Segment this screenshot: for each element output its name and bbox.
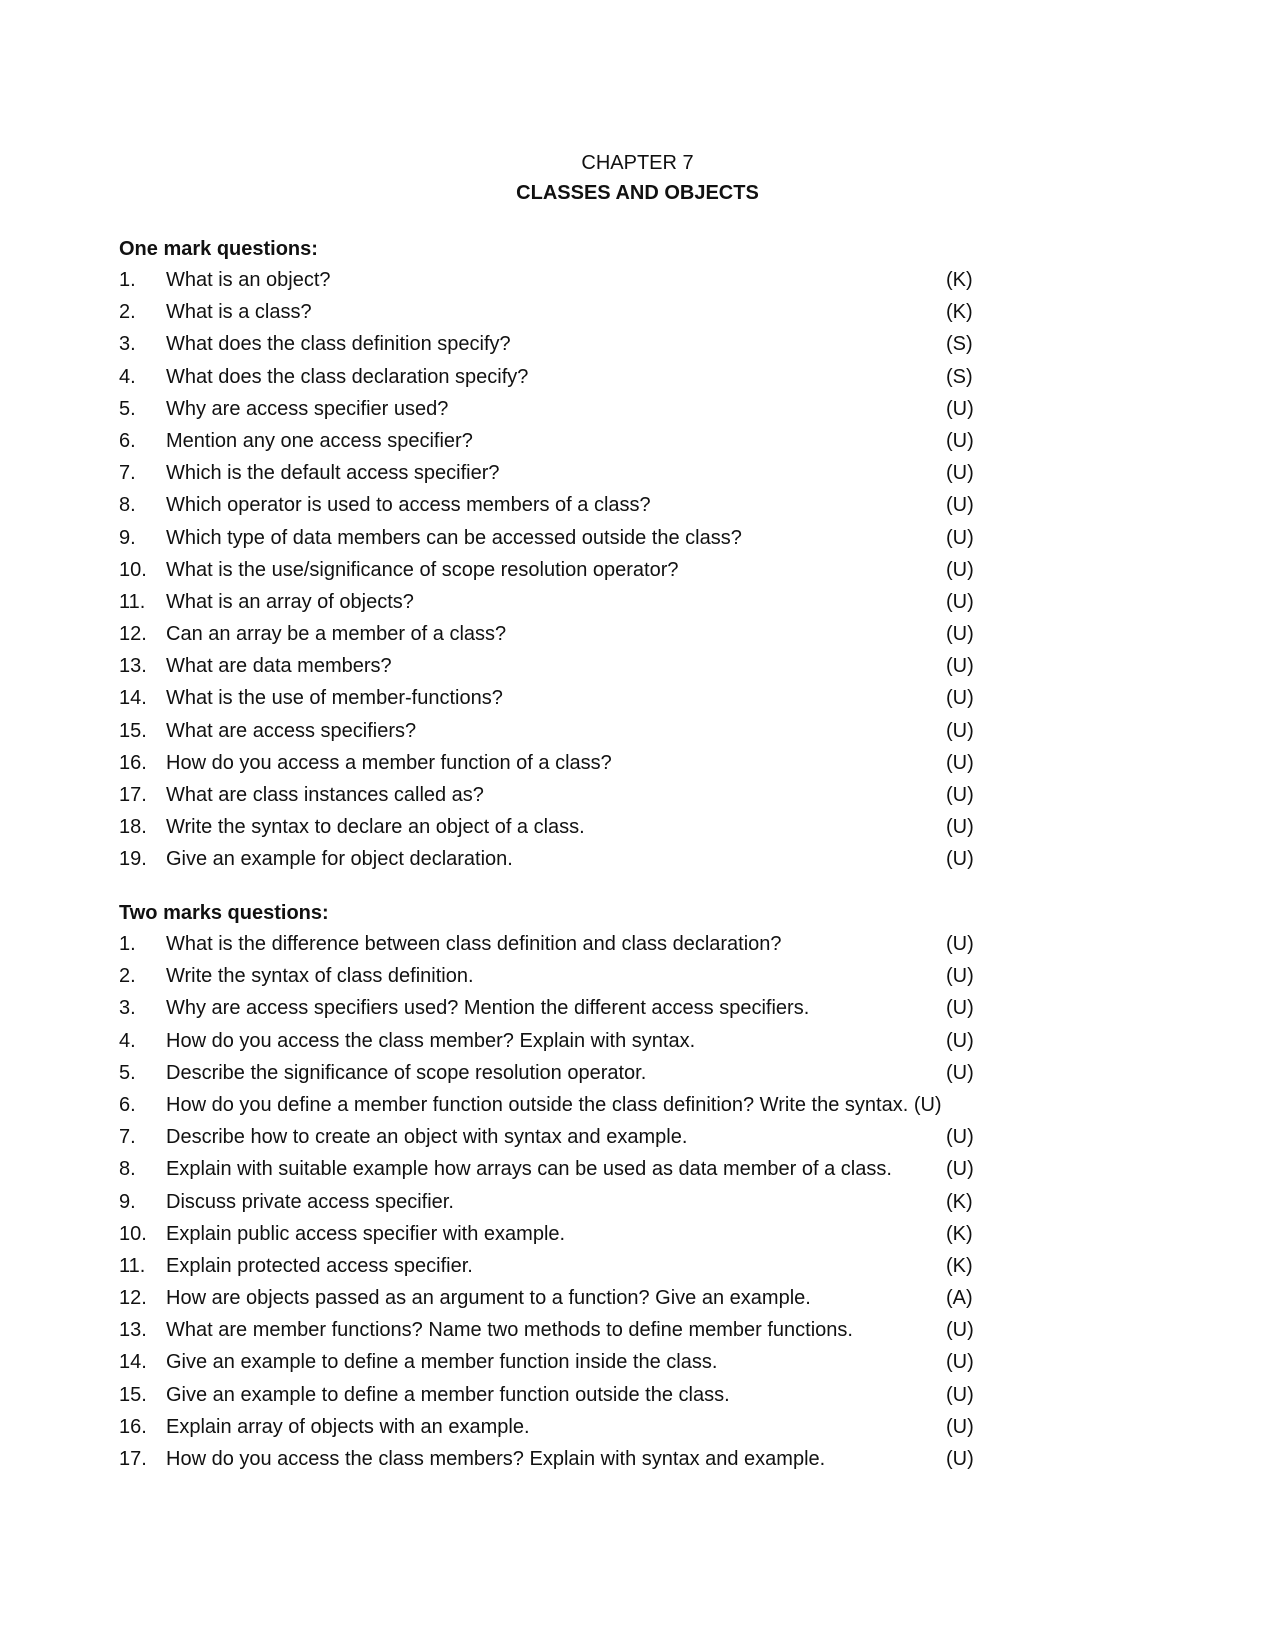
question-number: 3. bbox=[119, 333, 136, 356]
question-number: 4. bbox=[119, 1029, 136, 1052]
question-item bbox=[119, 1091, 999, 1123]
question-number: 8. bbox=[119, 494, 136, 517]
question-item bbox=[119, 1059, 999, 1091]
question-text: Can an array be a member of a class? bbox=[166, 623, 507, 646]
question-text: Give an example to define a member function outside the class. bbox=[166, 1383, 730, 1406]
question-item bbox=[119, 845, 999, 877]
question-level: (U) bbox=[946, 1029, 974, 1052]
question-item bbox=[119, 1413, 999, 1445]
question-item bbox=[119, 994, 999, 1026]
question-number: 11. bbox=[119, 1254, 146, 1277]
question-level: (U) bbox=[946, 494, 974, 517]
question-level: (U) bbox=[946, 429, 974, 452]
question-number: 4. bbox=[119, 365, 136, 388]
question-level: (U) bbox=[946, 1319, 974, 1342]
question-text: Mention any one access specifier? bbox=[166, 429, 473, 452]
question-item bbox=[119, 1316, 999, 1348]
question-item bbox=[119, 1027, 999, 1059]
question-text: What does the class definition specify? bbox=[166, 333, 511, 356]
question-text: Which operator is used to access members of a class? bbox=[166, 494, 651, 517]
question-level: (K) bbox=[946, 301, 973, 324]
question-text: Explain protected access specifier. bbox=[166, 1254, 473, 1277]
question-text: What is the use of member-functions? bbox=[166, 687, 503, 710]
question-text: What are access specifiers? bbox=[166, 719, 417, 742]
question-level: (U) bbox=[946, 965, 974, 988]
question-item bbox=[119, 588, 999, 620]
question-item bbox=[119, 395, 999, 427]
question-number: 10. bbox=[119, 558, 147, 581]
question-number: 1. bbox=[119, 933, 136, 955]
question-number: 10. bbox=[119, 1222, 147, 1245]
question-number: 18. bbox=[119, 816, 147, 839]
section-heading-one-mark: One mark questions: bbox=[119, 238, 318, 260]
question-level: (K) bbox=[946, 1222, 973, 1245]
question-level: (U) bbox=[946, 997, 974, 1020]
question-level: (U) bbox=[946, 1448, 974, 1470]
question-level: (A) bbox=[946, 1287, 973, 1310]
question-item bbox=[119, 684, 999, 716]
question-level: (S) bbox=[946, 365, 973, 388]
question-text: Give an example for object declaration. bbox=[166, 848, 513, 871]
question-text: How do you define a member function outside the class definition? Write the syntax. (U) bbox=[166, 1093, 942, 1116]
question-text: Why are access specifiers used? Mention the different access specifiers. bbox=[166, 997, 810, 1020]
question-item bbox=[119, 781, 999, 813]
question-number: 12. bbox=[119, 1287, 147, 1310]
question-number: 3. bbox=[119, 997, 136, 1020]
question-item bbox=[119, 491, 999, 523]
question-text: Why are access specifier used? bbox=[166, 397, 449, 420]
question-item bbox=[119, 363, 999, 395]
question-item bbox=[119, 524, 999, 556]
question-item bbox=[119, 1445, 999, 1477]
question-item bbox=[119, 1284, 999, 1316]
question-text: How are objects passed as an argument to a function? Give an example. bbox=[166, 1287, 811, 1310]
question-text: What does the class declaration specify? bbox=[166, 365, 529, 388]
question-level: (S) bbox=[946, 333, 973, 356]
question-level: (U) bbox=[946, 687, 974, 710]
question-level: (U) bbox=[946, 623, 974, 646]
question-item bbox=[119, 620, 999, 652]
question-number: 12. bbox=[119, 623, 147, 646]
chapter-title: CLASSES AND OBJECTS bbox=[516, 182, 759, 204]
question-text: What are data members? bbox=[166, 655, 392, 678]
question-level: (U) bbox=[946, 1383, 974, 1406]
question-item bbox=[119, 427, 999, 459]
question-number: 15. bbox=[119, 1383, 147, 1406]
question-level: (U) bbox=[946, 719, 974, 742]
question-item bbox=[119, 717, 999, 749]
question-number: 7. bbox=[119, 462, 136, 485]
question-level: (U) bbox=[946, 848, 974, 871]
question-item bbox=[119, 749, 999, 781]
question-item bbox=[119, 930, 999, 962]
question-text: Describe the significance of scope resolution operator. bbox=[166, 1061, 647, 1084]
question-number: 13. bbox=[119, 655, 147, 678]
question-text: Write the syntax of class definition. bbox=[166, 965, 474, 988]
question-item bbox=[119, 1220, 999, 1252]
question-level: (U) bbox=[946, 816, 974, 839]
question-item bbox=[119, 962, 999, 994]
two-marks-question-list bbox=[119, 930, 999, 1477]
question-text: Discuss private access specifier. bbox=[166, 1190, 454, 1213]
question-text: Explain public access specifier with example. bbox=[166, 1222, 566, 1245]
chapter-label: CHAPTER 7 bbox=[581, 152, 694, 174]
question-text: Give an example to define a member function inside the class. bbox=[166, 1351, 718, 1374]
question-level: (U) bbox=[946, 784, 974, 806]
question-level: (K) bbox=[946, 269, 973, 291]
question-text: What is an object? bbox=[166, 269, 331, 291]
question-text: Which type of data members can be accessed outside the class? bbox=[166, 526, 742, 549]
question-item bbox=[119, 1188, 999, 1220]
question-number: 6. bbox=[119, 1093, 136, 1116]
title-block bbox=[0, 148, 1275, 208]
question-number: 19. bbox=[119, 848, 147, 871]
question-item bbox=[119, 652, 999, 684]
question-level: (U) bbox=[946, 1126, 974, 1149]
question-item bbox=[119, 266, 999, 298]
question-item bbox=[119, 813, 999, 845]
question-level: (U) bbox=[946, 751, 974, 774]
question-text: What is the difference between class definition and class declaration? bbox=[166, 933, 782, 955]
question-text: What are class instances called as? bbox=[166, 784, 484, 806]
question-number: 9. bbox=[119, 526, 136, 549]
question-text: Which is the default access specifier? bbox=[166, 462, 500, 485]
question-text: What is a class? bbox=[166, 301, 312, 324]
question-item bbox=[119, 459, 999, 491]
question-text: How do you access a member function of a class? bbox=[166, 751, 612, 774]
question-number: 9. bbox=[119, 1190, 136, 1213]
question-number: 5. bbox=[119, 1061, 136, 1084]
question-number: 8. bbox=[119, 1158, 136, 1181]
question-number: 13. bbox=[119, 1319, 147, 1342]
question-number: 16. bbox=[119, 1415, 147, 1438]
question-level: (U) bbox=[946, 1061, 974, 1084]
question-level: (U) bbox=[946, 933, 974, 955]
section-heading-two-marks: Two marks questions: bbox=[119, 902, 329, 924]
question-number: 17. bbox=[119, 1448, 147, 1470]
question-level: (U) bbox=[946, 1415, 974, 1438]
question-item bbox=[119, 1252, 999, 1284]
question-number: 7. bbox=[119, 1126, 136, 1149]
question-text: How do you access the class members? Explain with syntax and example. bbox=[166, 1448, 826, 1470]
question-text: Write the syntax to declare an object of a class. bbox=[166, 816, 585, 839]
one-mark-question-list bbox=[119, 266, 999, 878]
question-level: (U) bbox=[946, 1351, 974, 1374]
question-text: What is the use/significance of scope resolution operator? bbox=[166, 558, 679, 581]
question-number: 1. bbox=[119, 269, 136, 291]
question-item bbox=[119, 1155, 999, 1187]
question-item bbox=[119, 556, 999, 588]
question-text: Describe how to create an object with syntax and example. bbox=[166, 1126, 688, 1149]
question-item bbox=[119, 1348, 999, 1380]
question-text: What are member functions? Name two methods to define member functions. bbox=[166, 1319, 853, 1342]
question-text: What is an array of objects? bbox=[166, 590, 414, 613]
question-level: (K) bbox=[946, 1190, 973, 1213]
question-number: 14. bbox=[119, 1351, 147, 1374]
question-number: 2. bbox=[119, 301, 136, 324]
question-level: (U) bbox=[946, 397, 974, 420]
question-item bbox=[119, 1123, 999, 1155]
question-item bbox=[119, 330, 999, 362]
question-level: (U) bbox=[946, 558, 974, 581]
question-number: 5. bbox=[119, 397, 136, 420]
question-number: 14. bbox=[119, 687, 147, 710]
question-level: (U) bbox=[946, 590, 974, 613]
question-text: How do you access the class member? Explain with syntax. bbox=[166, 1029, 696, 1052]
question-number: 2. bbox=[119, 965, 136, 988]
question-level: (U) bbox=[946, 655, 974, 678]
question-level: (U) bbox=[946, 1158, 974, 1181]
question-text: Explain array of objects with an example. bbox=[166, 1415, 530, 1438]
question-level: (K) bbox=[946, 1254, 973, 1277]
question-level: (U) bbox=[946, 462, 974, 485]
question-level: (U) bbox=[946, 526, 974, 549]
question-number: 11. bbox=[119, 590, 146, 613]
question-text: Explain with suitable example how arrays can be used as data member of a class. bbox=[166, 1158, 892, 1181]
question-number: 6. bbox=[119, 429, 136, 452]
question-number: 17. bbox=[119, 784, 147, 806]
question-number: 16. bbox=[119, 751, 147, 774]
question-item bbox=[119, 298, 999, 330]
question-number: 15. bbox=[119, 719, 147, 742]
question-item bbox=[119, 1381, 999, 1413]
